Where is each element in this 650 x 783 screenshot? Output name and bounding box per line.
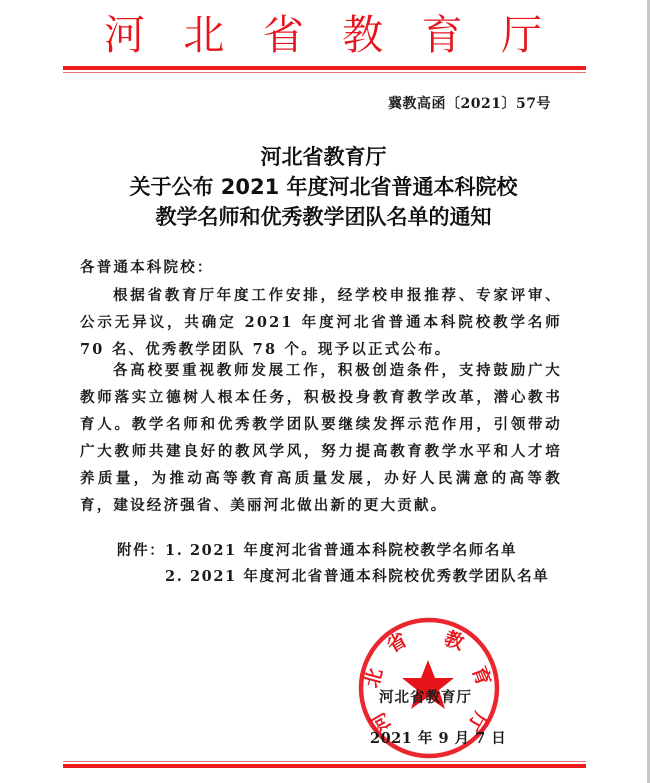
issue-date: 2021 年 9 月 7 日 <box>370 730 507 747</box>
attachments <box>117 538 549 590</box>
svg-text:省: 省 <box>383 628 411 658</box>
attachment-item: 1. 2021 年度河北省普通本科院校教学名师名单 <box>165 542 518 559</box>
svg-text:河: 河 <box>366 708 396 736</box>
svg-text:厅: 厅 <box>462 708 492 736</box>
attachments-label: 附件： <box>117 542 166 559</box>
document-number: 冀教高函〔2021〕57号 <box>388 96 551 112</box>
letterhead-char: 教 <box>342 11 384 59</box>
signature: 河北省教育厅 <box>379 689 472 706</box>
letterhead-char: 河 <box>104 11 145 59</box>
letterhead-char: 厅 <box>500 11 542 59</box>
footer-divider <box>63 761 586 770</box>
title-line-3: 教学名师和优秀教学团队名单的通知 <box>155 205 492 229</box>
title-line-1: 河北省教育厅 <box>260 145 387 169</box>
paragraph-2: 各高校要重视教师发展工作，积极创造条件，支持鼓励广大教师落实立德树人根本任务，积极投身教育教学改革，潜心教书育人。教学名师和优秀教学团队要继续发挥示范作用，引领带动广大教师共建良好的教风学风，努力提高教育教学水平和人才培养质量，为推动高等教育高质量发展，办好人民满意的高等教育，建设经济强省、美丽河北做出新的更大贡献。 <box>80 362 562 514</box>
svg-text:教: 教 <box>441 627 467 655</box>
letterhead-char: 北 <box>183 11 225 59</box>
paragraph-1: 根据省教育厅年度工作安排，经学校申报推荐、专家评审、公示无异议，共确定 2021 年度河北省普通本科院校教学名师 70 名、优秀教学团队 78 个。现予以正式公布。 <box>80 287 562 358</box>
svg-text:育: 育 <box>467 663 495 689</box>
title-line-2: 关于公布 2021 年度河北省普通本科院校 <box>129 175 518 199</box>
letterhead-char: 省 <box>262 11 304 59</box>
salutation: 各普通本科院校： <box>80 259 214 276</box>
letterhead <box>62 12 586 58</box>
svg-text:北: 北 <box>360 665 388 691</box>
letterhead-char: 育 <box>421 11 463 59</box>
letterhead-divider <box>63 66 586 75</box>
attachment-item: 2. 2021 年度河北省普通本科院校优秀教学团队名单 <box>165 568 550 585</box>
